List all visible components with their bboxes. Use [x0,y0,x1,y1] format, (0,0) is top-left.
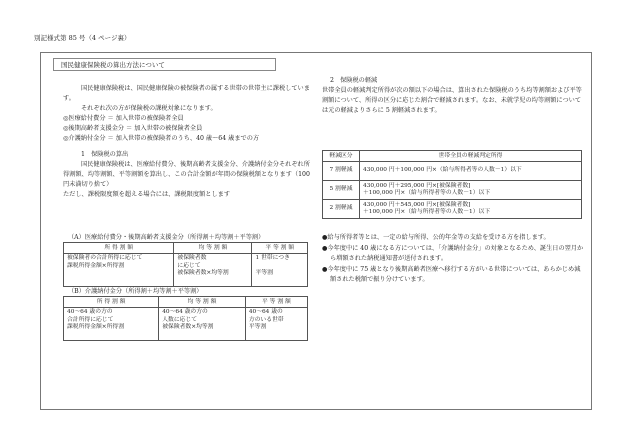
left-column [63,84,313,200]
form-number: 別記様式第 85 号（4 ページ裏） [34,34,131,42]
intro-line: ◎後期高齢者支援金分 ＝ 加入世帯の被保険者全員 [63,125,203,132]
table-b-cell: 40～64 歳の方の 人数に応じて 被保険者数×均等割 [159,308,246,341]
table-a-header: 均 等 割 額 [174,243,252,254]
reduction-threshold: 430,000 円＋295,000 円×[被保険者数] ＋100,000 円×（給与所得者等の人数－1）以下 [360,181,582,200]
page-title: 国民健康保険税の算出方法について [53,58,276,71]
table-row [323,162,582,181]
table-a [63,242,308,287]
reduction-category: 7 割軽減 [323,162,360,181]
note-item: ●今年度中に 75 歳となり後期高齢者医療へ移行する方がいる世帯については、あらかじめ減額された税額で振り分けています。 [322,266,581,283]
section1-body: ただし、課税限度額を超える場合には、課税限度額とします [63,191,231,198]
section2-body: 世帯全員の軽減判定所得が次の額以下の場合は、算出された保険税のうち均等割額および平等割額について、所得の区分に応じた割合で軽減されます。なお、未就学児の均等割額については元の軽減よりさらに 5 割軽減されます。 [322,87,582,114]
intro-paragraph: 国民健康保険税は、国民健康保険の被保険者の属する世帯の世帯主に課税しています。 [63,85,310,102]
table-a-cell: 被保険者の合計所得に応じて 課税所得金額×所得割 [64,254,174,287]
table-a-header: 平 等 割 額 [252,243,308,254]
reduction-table [322,150,582,219]
right-column [322,76,582,116]
note-item: ●今年度中に 40 歳になる方については、「介護納付金分」の対象となるため、誕生日の翌月から増額された納税通知書が送付されます。 [322,245,584,262]
section1-title: 1 保険税の算出 [81,151,129,158]
table-b-header: 所 得 割 額 [64,297,159,308]
reduction-threshold: 430,000 円＋545,000 円×[被保険者数] ＋100,000 円×（給与所得者等の人数－1）以下 [360,200,582,219]
note-item: ●給与所得者等とは、一定の給与所得、公的年金等の支給を受ける方を指します。 [322,234,550,241]
table-b-cell: 40～64 歳の 方のいる世帯 平等割 [245,308,307,341]
intro-line: ◎医療給付費分 ＝ 加入世帯の被保険者全員 [63,115,184,122]
table-a-label: （A）医療給付費分・後期高齢者支援金分（所得割＋均等割＋平等割） [68,234,265,241]
table-a-cell: 1 世帯につき 平等割 [252,254,308,287]
table-a-cell: 被保険者数 に応じて 被保険者数×均等割 [174,254,252,287]
reduction-category: 5 割軽減 [323,181,360,200]
section1-body: 国民健康保険税は、医療給付費分、後期高齢者支援金分、介護納付金分それぞれ所得割額、均等割額、平等割額を算出し、この合計金額が年間の保険税額となります（100 円未満切り捨て） [63,161,310,188]
reduction-category: 2 割軽減 [323,200,360,219]
intro-line: ◎介護納付金分 ＝ 加入世帯の被保険者のうち、40 歳～64 歳までの方 [63,135,260,142]
table-b-cell: 40～64 歳の方の 合計所得に応じて 課税所得金額×所得割 [64,308,159,341]
table-a-header: 所 得 割 額 [64,243,174,254]
notes [322,233,584,286]
table-row [323,181,582,200]
reduction-table-header: 軽減区分 [323,151,360,162]
table-b-label: （B）介護納付金分（所得割＋均等割＋平等割） [68,288,203,295]
table-b-header: 均 等 割 額 [159,297,246,308]
table-row [323,200,582,219]
section2-title: 2 保険税の軽減 [330,77,378,84]
reduction-threshold: 430,000 円＋100,000 円×（給与所得者等の人数－1）以下 [360,162,582,181]
table-b-header: 平 等 割 額 [245,297,307,308]
table-b [63,296,308,341]
reduction-table-header: 世帯全員の軽減判定所得 [360,151,582,162]
intro-line: それぞれ次の方が保険税の課税対象になります。 [81,105,217,112]
